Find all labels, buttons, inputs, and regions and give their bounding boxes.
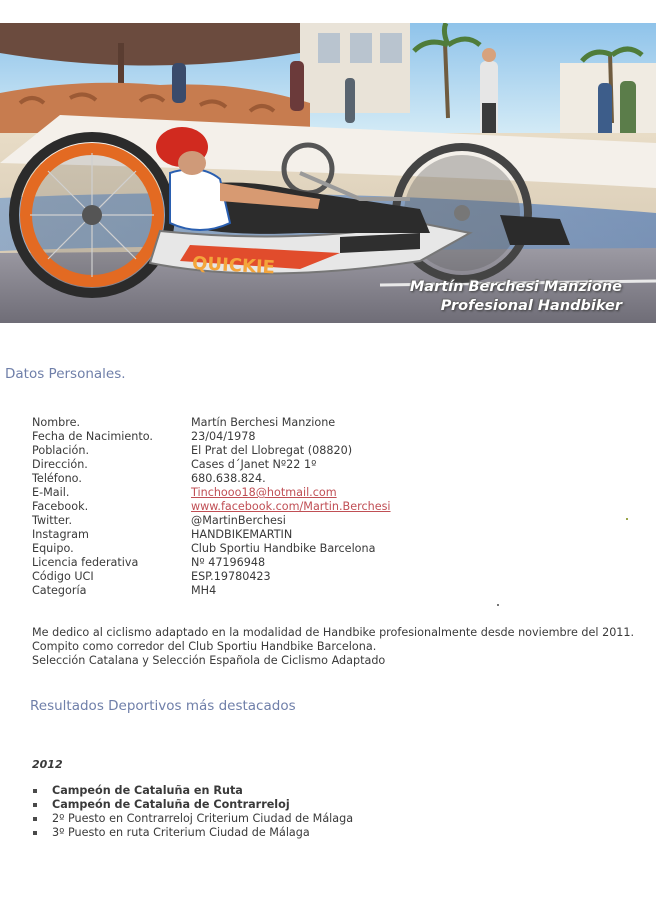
info-label: Nombre. xyxy=(32,416,81,429)
bio-line: Me dedico al ciclismo adaptado en la modalidad de Handbike profesionalmente desde noviembre del 2011. xyxy=(32,626,635,639)
scan-speck xyxy=(626,518,628,520)
info-row-licencia xyxy=(32,556,391,570)
results-list xyxy=(33,784,353,840)
info-value: Cases d´Janet Nº22 1º xyxy=(191,458,317,471)
list-item xyxy=(33,784,353,798)
bullet-icon xyxy=(33,817,37,821)
bullet-icon xyxy=(33,789,37,793)
bio-paragraph xyxy=(32,626,634,668)
hero-photo xyxy=(0,23,656,323)
bio-line: Compito como corredor del Club Sportiu Handbike Barcelona. xyxy=(32,640,377,653)
scan-speck xyxy=(497,604,499,606)
info-label: Equipo. xyxy=(32,542,74,555)
info-label: Categoría xyxy=(32,584,87,597)
info-label: Teléfono. xyxy=(32,472,82,485)
bullet-icon xyxy=(33,803,37,807)
info-row-birthdate xyxy=(32,430,391,444)
info-label: Twitter. xyxy=(32,514,73,527)
info-value: 23/04/1978 xyxy=(191,430,256,443)
info-value: @MartinBerchesi xyxy=(191,514,286,527)
results-year: 2012 xyxy=(32,758,63,771)
result-text: Campeón de Cataluña de Contrarreloj xyxy=(52,798,290,811)
info-row-facebook xyxy=(32,500,391,514)
info-row-uci xyxy=(32,570,391,584)
info-row-categoria xyxy=(32,584,391,598)
info-value: Club Sportiu Handbike Barcelona xyxy=(191,542,376,555)
info-value: MH4 xyxy=(191,584,217,597)
list-item xyxy=(33,812,353,826)
info-row-poblacion xyxy=(32,444,391,458)
result-text: 3º Puesto en ruta Criterium Ciudad de Málaga xyxy=(52,826,310,839)
info-label: Fecha de Nacimiento. xyxy=(32,430,153,443)
info-row-equipo xyxy=(32,542,391,556)
bio-line: Selección Catalana y Selección Española de Ciclismo Adaptado xyxy=(32,654,386,667)
info-value: ESP.19780423 xyxy=(191,570,271,583)
list-item xyxy=(33,826,353,840)
result-text: Campeón de Cataluña en Ruta xyxy=(52,784,243,797)
info-label: Instagram xyxy=(32,528,89,541)
bullet-icon xyxy=(33,831,37,835)
info-row-nombre xyxy=(32,416,391,430)
info-label: E-Mail. xyxy=(32,486,70,499)
result-text: 2º Puesto en Contrarreloj Criterium Ciudad de Málaga xyxy=(52,812,354,825)
info-row-email xyxy=(32,486,391,500)
personal-data-title: Datos Personales. xyxy=(5,366,126,382)
hero-caption xyxy=(322,278,622,316)
info-value: Martín Berchesi Manzione xyxy=(191,416,336,429)
facebook-link[interactable]: www.facebook.com/Martin.Berchesi xyxy=(191,500,391,513)
info-label: Licencia federativa xyxy=(32,556,139,569)
svg-text:QUICKIE: QUICKIE xyxy=(191,253,276,279)
email-link[interactable]: Tinchooo18@hotmail.com xyxy=(191,486,337,499)
personal-data-list xyxy=(32,416,391,598)
hero-caption-subtitle: Profesional Handbiker xyxy=(440,298,622,314)
info-row-telefono xyxy=(32,472,391,486)
info-label: Dirección. xyxy=(32,458,88,471)
info-row-instagram xyxy=(32,528,391,542)
results-title: Resultados Deportivos más destacados xyxy=(30,698,296,714)
info-label: Población. xyxy=(32,444,90,457)
info-row-direccion xyxy=(32,458,391,472)
info-value: HANDBIKEMARTIN xyxy=(191,528,293,541)
info-row-twitter xyxy=(32,514,391,528)
info-value: El Prat del Llobregat (08820) xyxy=(191,444,353,457)
info-label: Código UCI xyxy=(32,570,94,583)
info-value: Nº 47196948 xyxy=(191,556,266,569)
info-label: Facebook. xyxy=(32,500,89,513)
info-value: 680.638.824. xyxy=(191,472,266,485)
hero-caption-name: Martín Berchesi Manzione xyxy=(409,279,622,295)
list-item xyxy=(33,798,353,812)
